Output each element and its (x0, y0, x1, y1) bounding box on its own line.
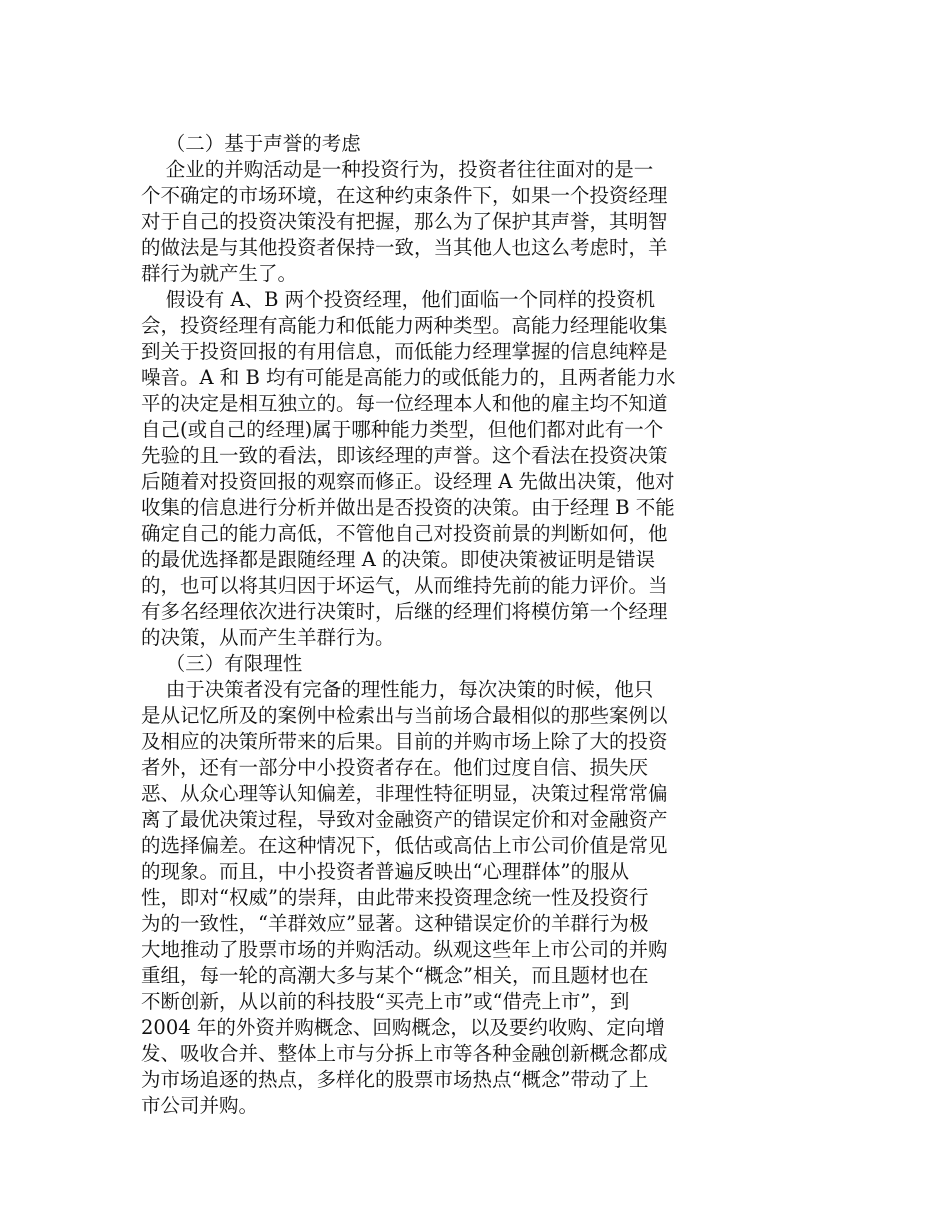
paragraph-line: 的决策，从而产生羊群行为。 (141, 626, 395, 649)
paragraph-line: 的现象。而且，中小投资者普遍反映出“心理群体”的服从 (141, 860, 629, 883)
paragraph-line: 到关于投资回报的有用信息，而低能力经理掌握的信息纯粹是 (141, 340, 668, 363)
paragraph-line: 自己(或自己的经理)属于哪种能力类型，但他们都对此有一个 (141, 418, 664, 441)
paragraph-line: 对于自己的投资决策没有把握，那么为了保护其声誉，其明智 (141, 210, 668, 233)
paragraph-line: 后随着对投资回报的观察而修正。设经理 A 先做出决策，他对 (141, 470, 675, 493)
section-heading-bounded-rationality: （三）有限理性 (141, 652, 303, 675)
paragraph-line: 先验的且一致的看法，即该经理的声誉。这个看法在投资决策 (141, 444, 668, 467)
paragraph-line: 的做法是与其他投资者保持一致，当其他人也这么考虑时，羊 (141, 236, 668, 259)
paragraph-line: 由于决策者没有完备的理性能力，每次决策的时候，他只 (141, 678, 654, 701)
paragraph-line: 的选择偏差。在这种情况下，低估或高估上市公司价值是常见 (141, 834, 668, 857)
paragraph-line: 假设有 A、B 两个投资经理，他们面临一个同样的投资机 (141, 288, 656, 311)
paragraph-line: 离了最优决策过程，导致对金融资产的错误定价和对金融资产 (141, 808, 668, 831)
paragraph-line: 性，即对“权威”的崇拜，由此带来投资理念统一性及投资行 (141, 886, 649, 909)
paragraph-line: 发、吸收合并、整体上市与分拆上市等各种金融创新概念都成 (141, 1042, 668, 1065)
paragraph-line: 及相应的决策所带来的后果。目前的并购市场上除了大的投资 (141, 730, 668, 753)
paragraph-line: 的，也可以将其归因于坏运气，从而维持先前的能力评价。当 (141, 574, 668, 597)
section-heading-reputation: （二）基于声誉的考虑 (141, 132, 361, 155)
document-body (141, 131, 731, 1119)
paragraph-line: 企业的并购活动是一种投资行为，投资者往往面对的是一 (141, 158, 654, 181)
paragraph-line: 恶、从众心理等认知偏差，非理性特征明显，决策过程常常偏 (141, 782, 668, 805)
paragraph-line: 者外，还有一部分中小投资者存在。他们过度自信、损失厌 (141, 756, 649, 779)
paragraph-line: 2004 年的外资并购概念、回购概念，以及要约收购、定向增 (141, 1016, 665, 1039)
paragraph-line: 会，投资经理有高能力和低能力两种类型。高能力经理能收集 (141, 314, 668, 337)
paragraph-line: 为的一致性，“羊群效应”显著。这种错误定价的羊群行为极 (141, 912, 649, 935)
paragraph-line: 大地推动了股票市场的并购活动。纵观这些年上市公司的并购 (141, 938, 668, 961)
paragraph-line: 有多名经理依次进行决策时，后继的经理们将模仿第一个经理 (141, 600, 668, 623)
paragraph-line: 噪音。A 和 B 均有可能是高能力的或低能力的，且两者能力水 (141, 366, 676, 389)
paragraph-line: 确定自己的能力高低，不管他自己对投资前景的判断如何，他 (141, 522, 668, 545)
paragraph-line: 重组，每一轮的高潮大多与某个“概念”相关，而且题材也在 (141, 964, 649, 987)
paragraph-line: 是从记忆所及的案例中检索出与当前场合最相似的那些案例以 (141, 704, 668, 727)
paragraph-line: 群行为就产生了。 (141, 262, 298, 285)
paragraph-line: 平的决定是相互独立的。每一位经理本人和他的雇主均不知道 (141, 392, 668, 415)
paragraph-line: 个不确定的市场环境，在这种约束条件下，如果一个投资经理 (141, 184, 668, 207)
paragraph-line: 的最优选择都是跟随经理 A 的决策。即使决策被证明是错误 (141, 548, 655, 571)
paragraph-line: 市公司并购。 (141, 1094, 259, 1117)
paragraph-line: 不断创新，从以前的科技股“买壳上市”或“借壳上市”，到 (141, 990, 630, 1013)
paragraph-line: 收集的信息进行分析并做出是否投资的决策。由于经理 B 不能 (141, 496, 675, 519)
paragraph-line: 为市场追逐的热点，多样化的股票市场热点“概念”带动了上 (141, 1068, 649, 1091)
